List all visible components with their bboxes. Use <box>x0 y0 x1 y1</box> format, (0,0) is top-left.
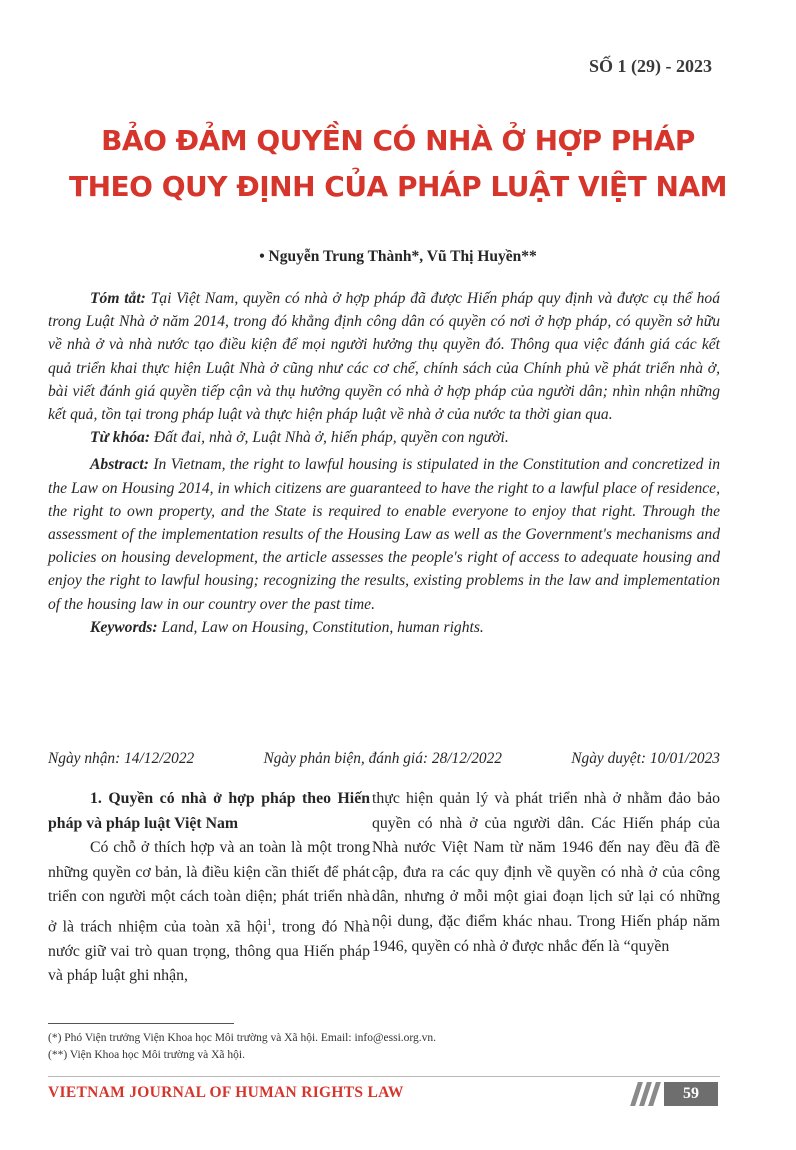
abstract-en <box>48 453 720 615</box>
article-title <box>0 118 796 210</box>
title-line-1: BẢO ĐẢM QUYỀN CÓ NHÀ Ở HỢP PHÁP <box>101 124 695 157</box>
footer-divider <box>48 1076 720 1077</box>
body-column-left <box>48 787 370 989</box>
keywords-vi-label: Từ khóa: <box>90 429 151 447</box>
body-text-part-2: , trong đó Nhà nước giữ vai trò quan trọng, thông qua Hiến pháp và pháp luật ghi nhận, <box>48 918 370 985</box>
keywords-en <box>48 616 720 639</box>
footnote-ref[interactable]: 1 <box>267 916 272 927</box>
title-line-2: THEO QUY ĐỊNH CỦA PHÁP LUẬT VIỆT NAM <box>69 170 727 203</box>
abstract-en-label: Abstract: <box>90 456 149 474</box>
body-paragraph-left <box>48 836 370 989</box>
keywords-vi-text: Đất đai, nhà ở, Luật Nhà ở, hiến pháp, quyền con người. <box>150 429 509 447</box>
section-heading: 1. Quyền có nhà ở hợp pháp theo Hiến pháp và pháp luật Việt Nam <box>48 790 370 832</box>
decorative-stripes-icon <box>630 1082 660 1106</box>
footnotes <box>48 1030 720 1064</box>
authors: • Nguyễn Trung Thành*, Vũ Thị Huyền** <box>259 248 537 265</box>
issue-number: SỐ 1 (29) - 2023 <box>589 56 712 76</box>
abstract-block <box>48 287 720 639</box>
abstract-en-text: In Vietnam, the right to lawful housing is stipulated in the Constitution and concretized in the Law on Housing 2014, in which citizens are guaranteed to have the right to a lawful place of residence, the right to own property, and the State is required to enable everyone to enjoy that right. Through the assessment of the implementation results of the Housing Law as well as the Government's mechanisms and policies on housing development, the article assesses the people's right of access to adequate housing and enjoy the right to lawful housing; recognizing the results, existing problems in the law and implementation of the housing law in our country over the past time. <box>48 456 720 613</box>
article-dates <box>48 750 720 768</box>
footnote-2: (**) Viện Khoa học Môi trường và Xã hội. <box>48 1049 245 1061</box>
journal-name: VIETNAM JOURNAL OF HUMAN RIGHTS LAW <box>48 1084 404 1101</box>
page-number: 59 <box>664 1082 718 1106</box>
date-reviewed: Ngày phản biện, đánh giá: 28/12/2022 <box>263 750 502 767</box>
summary-text: Tại Việt Nam, quyền có nhà ở hợp pháp đã được Hiến pháp quy định và được cụ thể hoá trong Luật Nhà ở năm 2014, trong đó khẳng định công dân có quyền có nơi ở hợp pháp, có quyền sở hữu về nhà ở và nhà nước tạo điều kiện để mọi người hưởng thụ quyền đó. Thông qua việc đánh giá các kết quả triển khai thực hiện Luật Nhà ở cũng như các cơ chế, chính sách của Chính phủ về phát triển nhà ở, bài viết đánh giá quyền tiếp cận và thụ hưởng quyền có nhà ở hợp pháp của người dân; nhìn nhận những kết quả, tồn tại trong pháp luật và thực hiện pháp luật về nhà ở của nước ta thời gian qua. <box>48 290 720 424</box>
summary-label: Tóm tắt: <box>90 290 146 307</box>
keywords-en-label: Keywords: <box>90 618 158 636</box>
date-received: Ngày nhận: 14/12/2022 <box>48 750 195 767</box>
keywords-en-text: Land, Law on Housing, Constitution, human rights. <box>157 618 484 636</box>
date-approved: Ngày duyệt: 10/01/2023 <box>571 750 720 767</box>
body-column-right <box>372 787 720 959</box>
footnote-divider <box>48 1023 234 1024</box>
keywords-vi <box>48 426 720 449</box>
summary-vi <box>48 287 720 426</box>
body-paragraph-right: thực hiện quản lý và phát triển nhà ở nhằm đảo bảo quyền có nhà ở của người dân. Các Hiến pháp của Nhà nước Việt Nam từ năm 1946 đến nay đều đã đề cập, đưa ra các quy định về quyền có nhà ở của công dân, nhưng ở mỗi một giai đoạn lịch sử lại có những nội dung, đặc điểm khác nhau. Trong Hiến pháp năm 1946, quyền có nhà ở được nhắc đến là “quyền <box>372 790 720 955</box>
footnote-1: (*) Phó Viện trưởng Viện Khoa học Môi trường và Xã hội. Email: info@essi.org.vn. <box>48 1032 437 1044</box>
body-text-part-1: Có chỗ ở thích hợp và an toàn là một trong những quyền cơ bản, là điều kiện cần thiết để phát triển con người một cách toàn diện; phát triển nhà ở là trách nhiệm của toàn xã hội <box>48 839 370 936</box>
